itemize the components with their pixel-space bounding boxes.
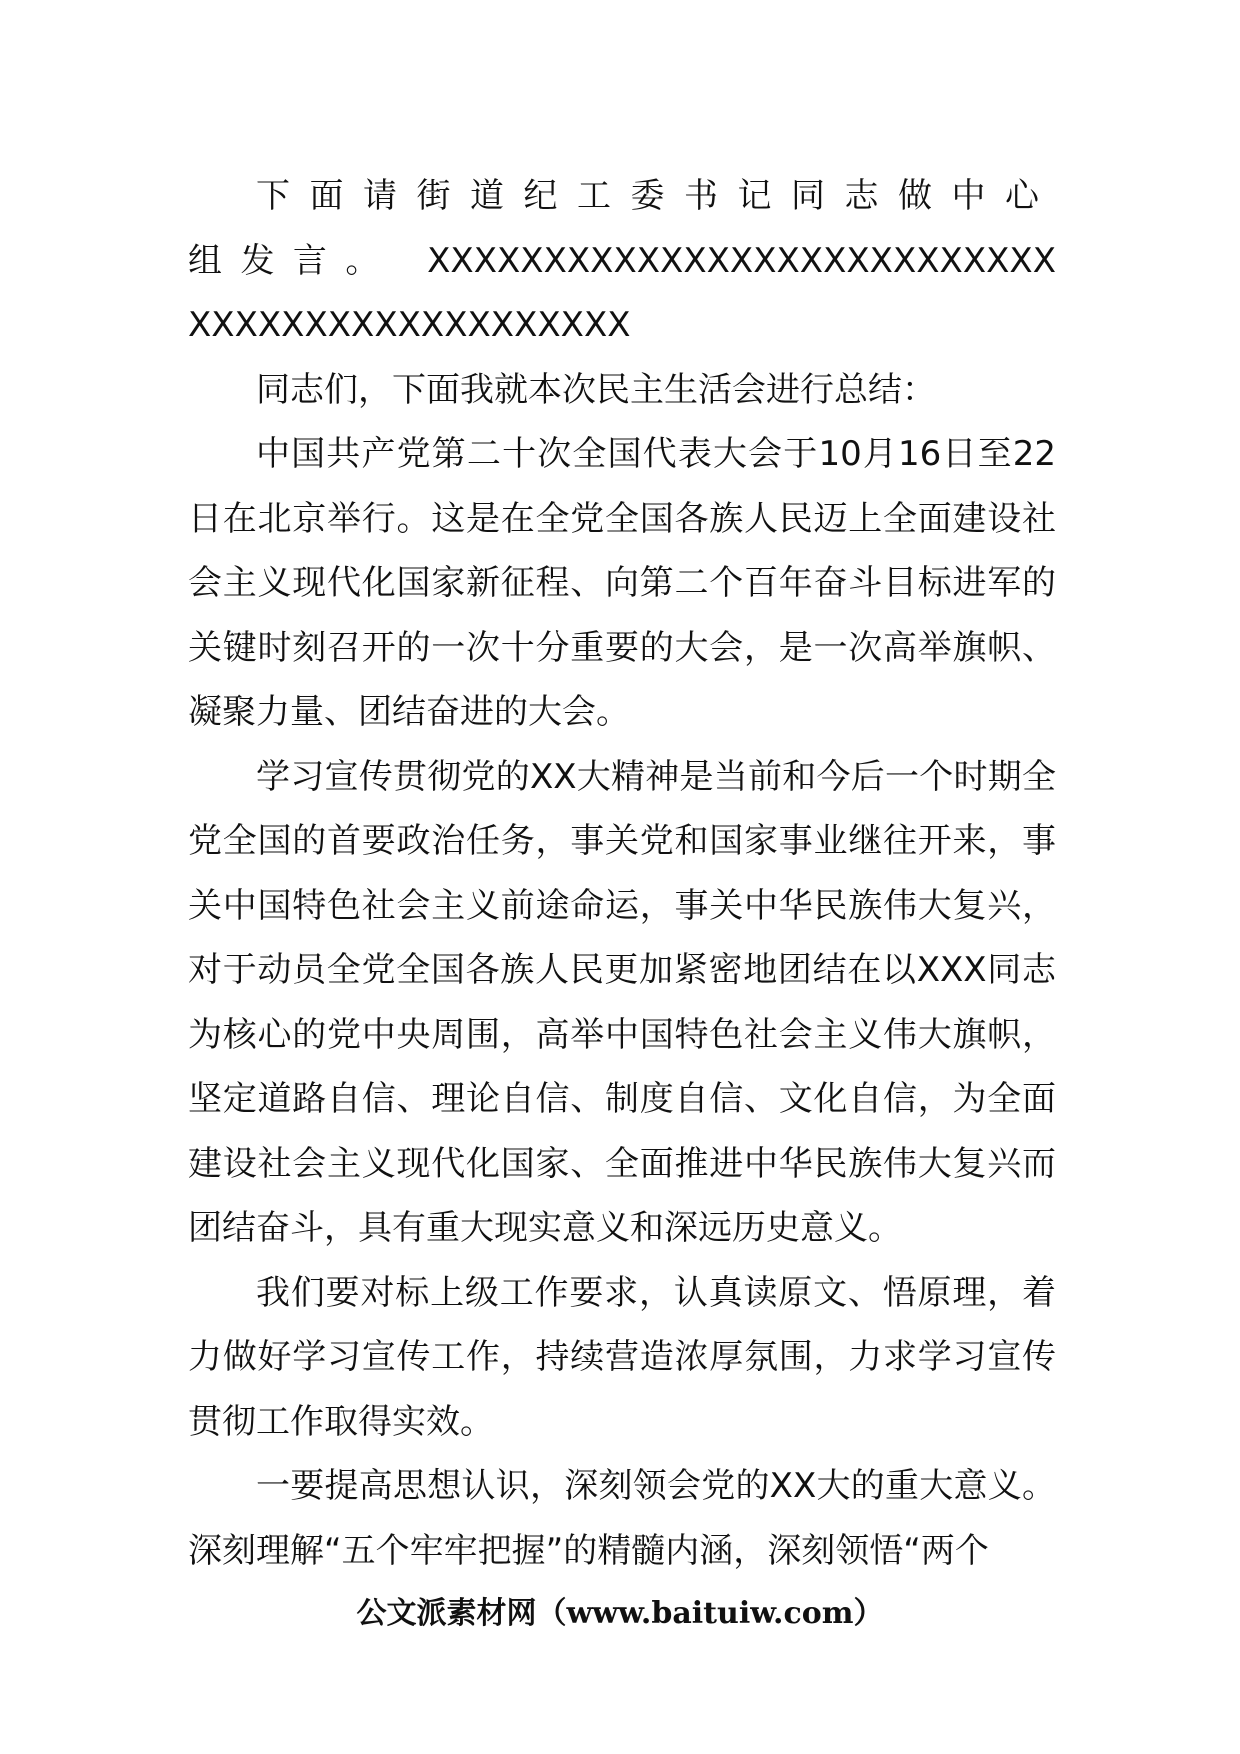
paragraph-summary-lead: 同志们，下面我就本次民主生活会进行总结： <box>256 369 936 410</box>
footer-watermark: 公文派素材网（www.baituiw.com） <box>356 1596 884 1631</box>
paragraph-study-spirit: 学习宣传贯彻党的XX大精神是当前和今后一个时期全党全国的首要政治任务，事关党和国家事业继往开来，事关中国特色社会主义前途命运，事关中华民族伟大复兴，对于动员全党全国各族人民更加紧密地团结在以XXX同志为核心的党中央周围，高举中国特色社会主义伟大旗帜，坚定道路自信、理论自信、制度自信、文化自信，为全面建设社会主义现代化国家、全面推进中华民族伟大复兴而团结奋斗，具有重大现实意义和深远历史意义。 <box>188 756 1056 1248</box>
paragraph-congress: 中国共产党第二十次全国代表大会于10月16日至22日在北京举行。这是在全党全国各族人民迈上全面建设社会主义现代化国家新征程、向第二个百年奋斗目标进军的关键时刻召开的一次十分重要的大会，是一次高举旗帜、凝聚力量、团结奋进的大会。 <box>188 434 1056 732</box>
paragraph-work-requirements: 我们要对标上级工作要求，认真读原文、悟原理，着力做好学习宣传工作，持续营造浓厚氛围，力求学习宣传贯彻工作取得实效。 <box>188 1272 1056 1442</box>
paragraph-intro-text: 下面请街道纪工委书记同志做中心组发言。 <box>188 176 1056 281</box>
document-body <box>188 164 1056 1583</box>
paragraph-intro <box>188 164 1056 358</box>
paragraph-first-point: 一要提高思想认识，深刻领会党的XX大的重大意义。深刻理解“五个牢牢把握”的精髓内涵，深刻领悟“两个 <box>188 1466 1056 1571</box>
placeholder-xx-text: XXXXXXXXXXXXXXXXXXXXXXXXXXXXXXXXXXXXXXXXXXXXXX <box>188 240 1057 345</box>
